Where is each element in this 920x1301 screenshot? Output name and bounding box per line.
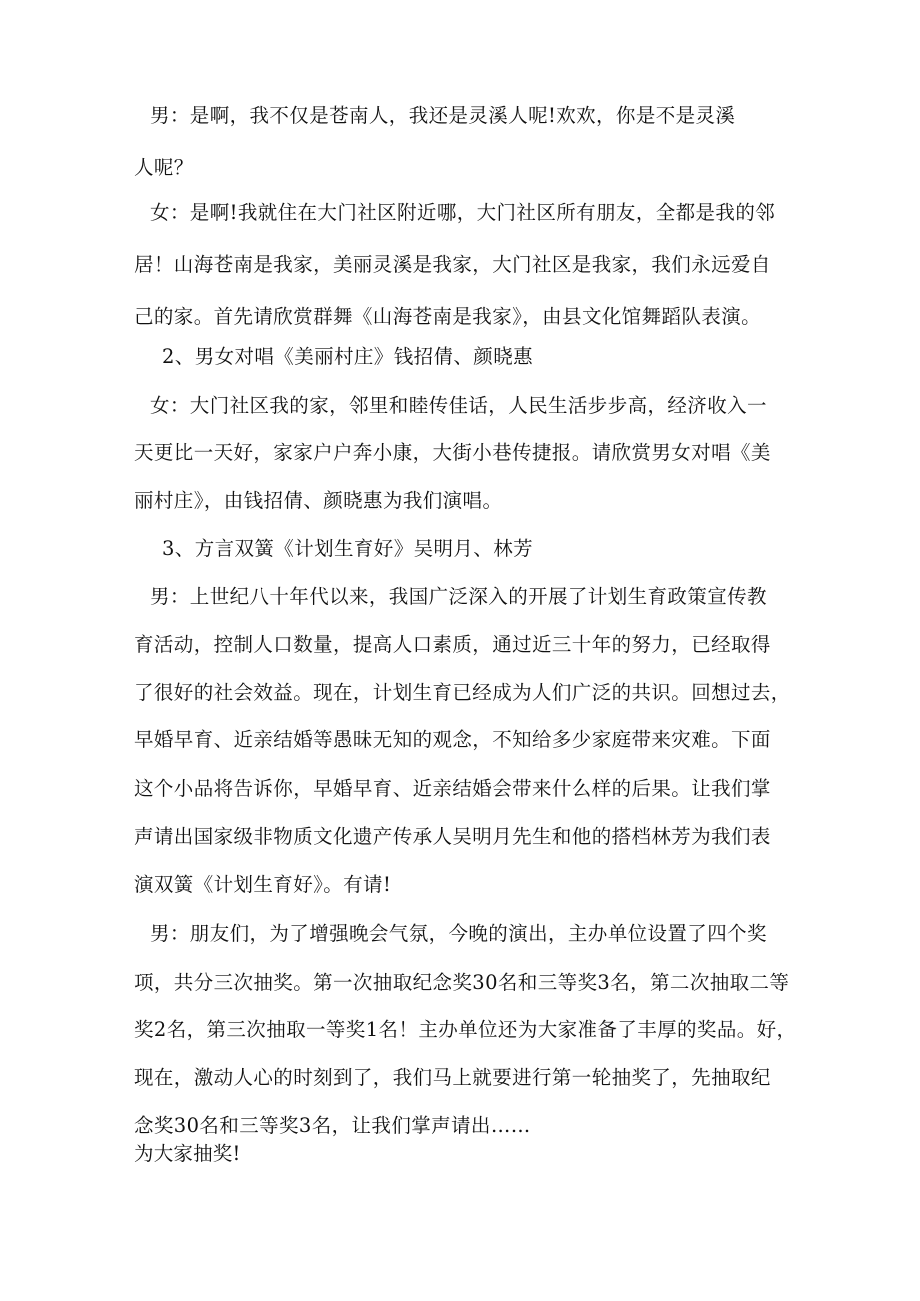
text-line: 育活动，控制人口数量，提高人口素质，通过近三十年的努力，已经取得 bbox=[134, 633, 771, 656]
text-line: 为大家抽奖! bbox=[134, 1142, 241, 1165]
text-line: 天更比一天好，家家户户奔小康，大街小巷传捷报。请欣赏男女对唱《美 bbox=[134, 441, 771, 464]
text-line: 念奖30名和三等奖3名，让我们掌声请出…… bbox=[134, 1114, 531, 1137]
text-line: 演双簧《计划生育好》。有请! bbox=[134, 873, 392, 896]
text-line: 了很好的社会效益。现在，计划生育已经成为人们广泛的共识。回想过去， bbox=[134, 681, 791, 704]
text-line: 3、方言双簧《计划生育好》吴明月、林芳 bbox=[162, 537, 534, 560]
text-line: 男：朋友们，为了增强晚会气氛，今晚的演出，主办单位设置了四个奖 bbox=[150, 922, 767, 945]
text-line: 2、男女对唱《美丽村庄》钱招倩、颜晓惠 bbox=[162, 345, 534, 368]
text-line: 声请出国家级非物质文化遗产传承人吴明月先生和他的搭档林芳为我们表 bbox=[134, 825, 771, 848]
text-line: 女：是啊!我就住在大门社区附近哪，大门社区所有朋友，全都是我的邻 bbox=[150, 201, 776, 224]
text-line: 居！山海苍南是我家，美丽灵溪是我家，大门社区是我家，我们永远爱自 bbox=[134, 253, 771, 276]
text-line: 项，共分三次抽奖。第一次抽取纪念奖30名和三等奖3名，第二次抽取二等 bbox=[134, 971, 790, 994]
text-line: 人呢？ bbox=[134, 156, 194, 179]
text-line: 现在，激动人心的时刻到了，我们马上就要进行第一轮抽奖了，先抽取纪 bbox=[134, 1066, 771, 1089]
text-line: 男：上世纪八十年代以来，我国广泛深入的开展了计划生育政策宣传教 bbox=[150, 585, 767, 608]
text-line: 早婚早育、近亲结婚等愚昧无知的观念，不知给多少家庭带来灾难。下面 bbox=[134, 728, 771, 751]
text-line: 丽村庄》，由钱招倩、颜晓惠为我们演唱。 bbox=[134, 489, 503, 512]
text-line: 这个小品将告诉你，早婚早育、近亲结婚会带来什么样的后果。让我们掌 bbox=[134, 777, 771, 800]
text-line: 己的家。首先请欣赏群舞《山海苍南是我家》，由县文化馆舞蹈队表演。 bbox=[134, 305, 762, 328]
text-line: 男：是啊，我不仅是苍南人，我还是灵溪人呢!欢欢，你是不是灵溪 bbox=[150, 104, 736, 127]
text-line: 女：大门社区我的家，邻里和睦传佳话，人民生活步步高，经济收入一 bbox=[150, 394, 767, 417]
text-line: 奖2名，第三次抽取一等奖1名！主办单位还为大家准备了丰厚的奖品。好， bbox=[134, 1018, 797, 1041]
